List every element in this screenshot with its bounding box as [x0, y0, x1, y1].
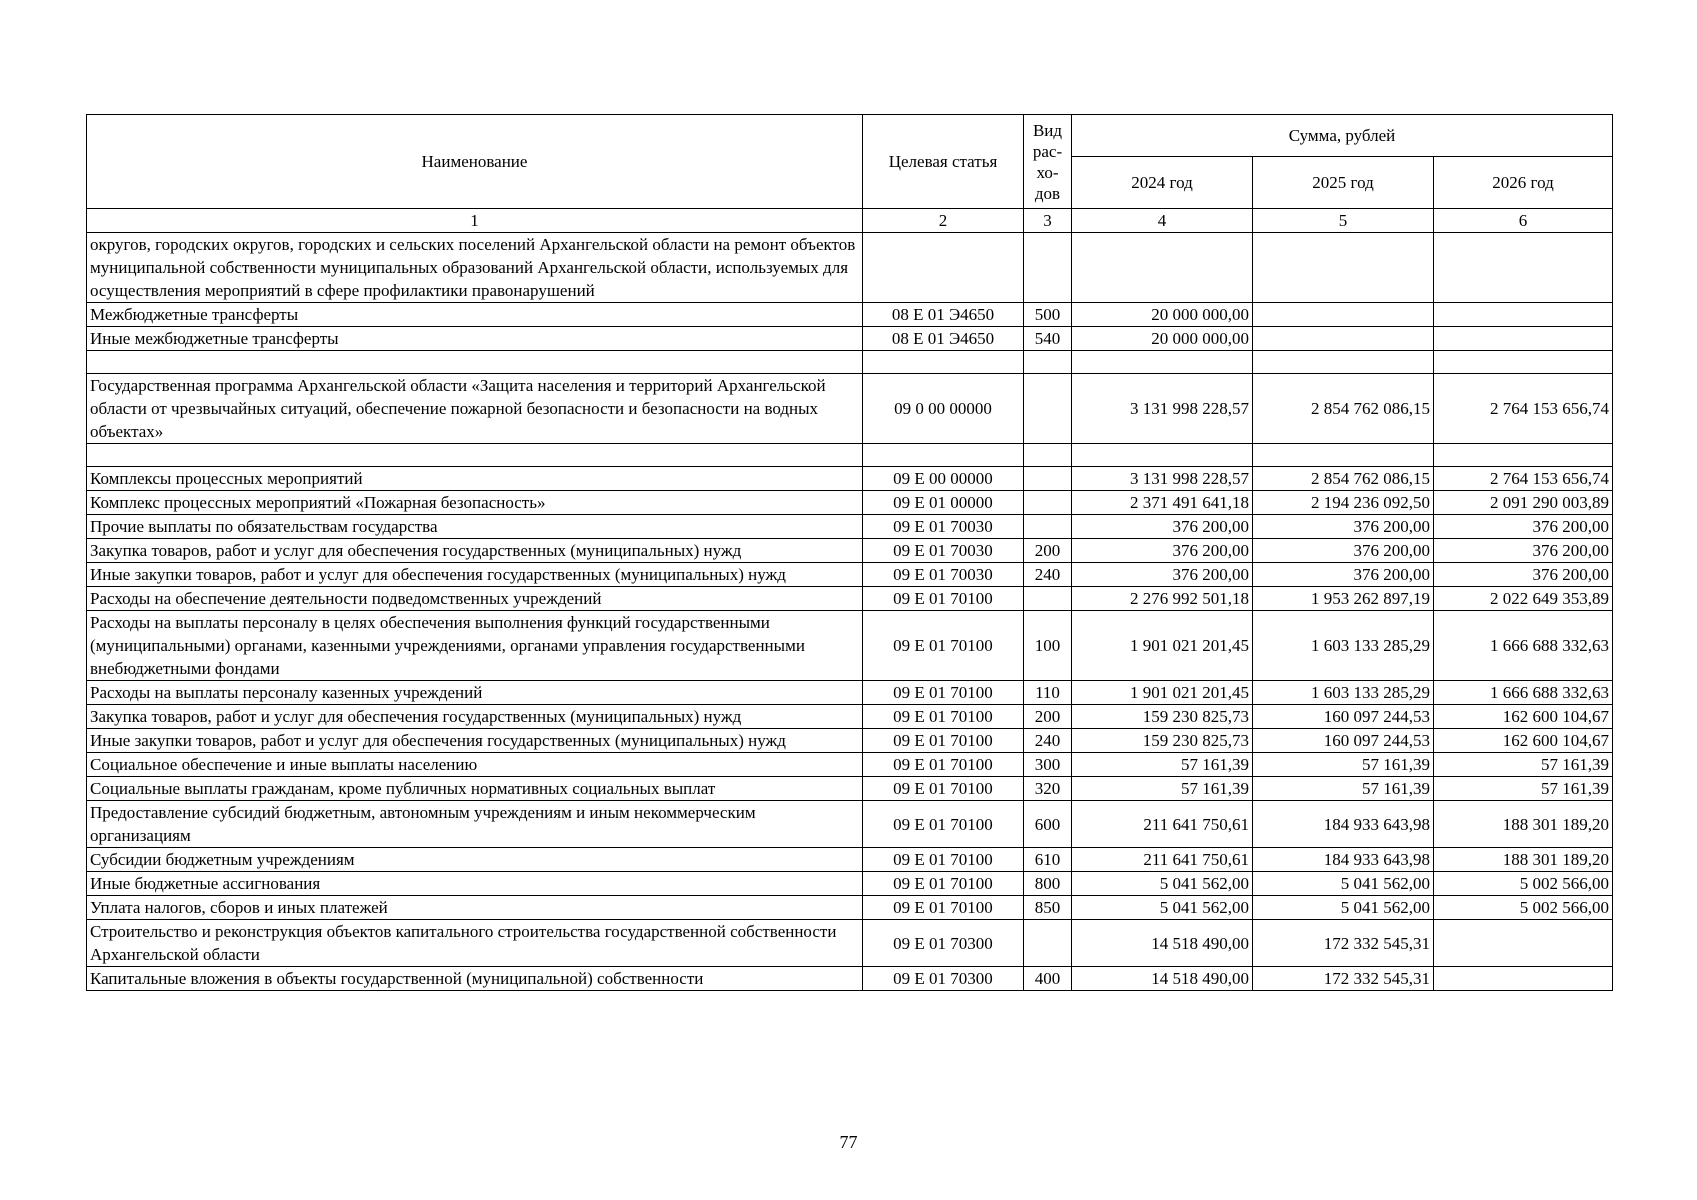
- row-amount-2024: 3 131 998 228,57: [1072, 467, 1253, 491]
- row-target-code: 09 0 00 00000: [863, 374, 1024, 444]
- row-target-code: 09 Е 01 70100: [863, 753, 1024, 777]
- row-amount-2024: 5 041 562,00: [1072, 896, 1253, 920]
- row-name: Иные межбюджетные трансферты: [87, 327, 863, 351]
- row-name: [87, 351, 863, 374]
- row-amount-2025: 376 200,00: [1253, 563, 1434, 587]
- row-amount-2026: [1434, 444, 1613, 467]
- row-expense-type: 100: [1024, 611, 1072, 681]
- row-target-code: 09 Е 01 70300: [863, 920, 1024, 967]
- row-amount-2024: 211 641 750,61: [1072, 801, 1253, 848]
- row-amount-2026: 5 002 566,00: [1434, 872, 1613, 896]
- row-expense-type: [1024, 374, 1072, 444]
- row-expense-type: 320: [1024, 777, 1072, 801]
- row-target-code: 09 Е 01 70100: [863, 681, 1024, 705]
- table-row: [87, 777, 1613, 801]
- row-amount-2026: [1434, 233, 1613, 303]
- column-number: 4: [1072, 209, 1253, 233]
- row-amount-2026: 2 764 153 656,74: [1434, 467, 1613, 491]
- row-amount-2024: 20 000 000,00: [1072, 327, 1253, 351]
- row-amount-2025: 172 332 545,31: [1253, 967, 1434, 991]
- row-expense-type: 110: [1024, 681, 1072, 705]
- row-name: Расходы на выплаты персоналу в целях обеспечения выполнения функций государственными (муниципальными) органами, казенными учреждениями, органами управления государственными внебюджетными фондами: [87, 611, 863, 681]
- row-amount-2024: 1 901 021 201,45: [1072, 611, 1253, 681]
- row-expense-type: [1024, 920, 1072, 967]
- row-amount-2026: 2 764 153 656,74: [1434, 374, 1613, 444]
- row-expense-type: [1024, 444, 1072, 467]
- row-amount-2024: 376 200,00: [1072, 539, 1253, 563]
- header-year-2026: 2026 год: [1434, 157, 1613, 209]
- table-row: [87, 967, 1613, 991]
- row-target-code: 08 Е 01 Э4650: [863, 303, 1024, 327]
- row-expense-type: 600: [1024, 801, 1072, 848]
- row-amount-2026: 376 200,00: [1434, 563, 1613, 587]
- row-expense-type: [1024, 491, 1072, 515]
- row-target-code: [863, 444, 1024, 467]
- row-name: Иные закупки товаров, работ и услуг для обеспечения государственных (муниципальных) нужд: [87, 563, 863, 587]
- row-expense-type: [1024, 587, 1072, 611]
- row-amount-2024: 1 901 021 201,45: [1072, 681, 1253, 705]
- row-amount-2026: [1434, 327, 1613, 351]
- row-expense-type: 400: [1024, 967, 1072, 991]
- row-target-code: 09 Е 01 70100: [863, 801, 1024, 848]
- row-expense-type: 240: [1024, 563, 1072, 587]
- row-amount-2025: [1253, 303, 1434, 327]
- row-amount-2026: 188 301 189,20: [1434, 848, 1613, 872]
- row-target-code: 09 Е 01 70100: [863, 611, 1024, 681]
- row-amount-2026: 188 301 189,20: [1434, 801, 1613, 848]
- header-type: Вид рас-хо-дов: [1024, 115, 1072, 209]
- row-amount-2024: 2 276 992 501,18: [1072, 587, 1253, 611]
- row-expense-type: 500: [1024, 303, 1072, 327]
- row-name: Субсидии бюджетным учреждениям: [87, 848, 863, 872]
- table-row: [87, 587, 1613, 611]
- row-amount-2026: 2 022 649 353,89: [1434, 587, 1613, 611]
- row-amount-2025: 160 097 244,53: [1253, 705, 1434, 729]
- table-row: [87, 705, 1613, 729]
- column-number-row: [87, 209, 1613, 233]
- row-name: Капитальные вложения в объекты государственной (муниципальной) собственности: [87, 967, 863, 991]
- row-amount-2024: 5 041 562,00: [1072, 872, 1253, 896]
- row-amount-2026: 57 161,39: [1434, 753, 1613, 777]
- row-amount-2025: [1253, 351, 1434, 374]
- row-expense-type: 240: [1024, 729, 1072, 753]
- row-amount-2026: 57 161,39: [1434, 777, 1613, 801]
- row-target-code: 09 Е 01 70030: [863, 539, 1024, 563]
- column-number: 2: [863, 209, 1024, 233]
- table-row: [87, 351, 1613, 374]
- row-expense-type: [1024, 515, 1072, 539]
- row-amount-2025: [1253, 233, 1434, 303]
- table-row: [87, 233, 1613, 303]
- table-row: [87, 374, 1613, 444]
- row-name: Уплата налогов, сборов и иных платежей: [87, 896, 863, 920]
- table-row: [87, 563, 1613, 587]
- row-target-code: 09 Е 01 70100: [863, 848, 1024, 872]
- row-amount-2025: [1253, 444, 1434, 467]
- table-row: [87, 444, 1613, 467]
- budget-table: [86, 114, 1613, 991]
- column-number: 3: [1024, 209, 1072, 233]
- row-target-code: 09 Е 01 70100: [863, 587, 1024, 611]
- row-target-code: 08 Е 01 Э4650: [863, 327, 1024, 351]
- row-amount-2025: 160 097 244,53: [1253, 729, 1434, 753]
- table-row: [87, 801, 1613, 848]
- row-name: Государственная программа Архангельской области «Защита населения и территорий Архангельской области от чрезвычайных ситуаций, обеспечение пожарной безопасности и безопасности на водных объектах»: [87, 374, 863, 444]
- row-amount-2025: 376 200,00: [1253, 515, 1434, 539]
- row-amount-2025: 376 200,00: [1253, 539, 1434, 563]
- row-amount-2025: 2 854 762 086,15: [1253, 374, 1434, 444]
- row-amount-2025: 57 161,39: [1253, 753, 1434, 777]
- row-amount-2025: 1 953 262 897,19: [1253, 587, 1434, 611]
- header-year-2025: 2025 год: [1253, 157, 1434, 209]
- row-amount-2024: 14 518 490,00: [1072, 967, 1253, 991]
- row-amount-2025: 5 041 562,00: [1253, 872, 1434, 896]
- row-target-code: [863, 233, 1024, 303]
- row-amount-2026: 1 666 688 332,63: [1434, 681, 1613, 705]
- row-name: Расходы на выплаты персоналу казенных учреждений: [87, 681, 863, 705]
- row-expense-type: 800: [1024, 872, 1072, 896]
- row-name: Закупка товаров, работ и услуг для обеспечения государственных (муниципальных) нужд: [87, 705, 863, 729]
- table-row: [87, 515, 1613, 539]
- row-name: Предоставление субсидий бюджетным, автономным учреждениям и иным некоммерческим организациям: [87, 801, 863, 848]
- table-row: [87, 327, 1613, 351]
- row-amount-2026: 376 200,00: [1434, 515, 1613, 539]
- row-name: Комплекс процессных мероприятий «Пожарная безопасность»: [87, 491, 863, 515]
- row-amount-2026: [1434, 920, 1613, 967]
- column-number: 6: [1434, 209, 1613, 233]
- row-target-code: 09 Е 01 70030: [863, 515, 1024, 539]
- row-amount-2025: 2 194 236 092,50: [1253, 491, 1434, 515]
- row-expense-type: [1024, 467, 1072, 491]
- column-number: 1: [87, 209, 863, 233]
- table-row: [87, 303, 1613, 327]
- table-row: [87, 729, 1613, 753]
- row-target-code: 09 Е 01 70100: [863, 777, 1024, 801]
- row-amount-2024: [1072, 233, 1253, 303]
- row-amount-2026: 162 600 104,67: [1434, 729, 1613, 753]
- row-amount-2026: 376 200,00: [1434, 539, 1613, 563]
- row-amount-2025: 2 854 762 086,15: [1253, 467, 1434, 491]
- row-name: Строительство и реконструкция объектов капитального строительства государственной собственности Архангельской области: [87, 920, 863, 967]
- row-amount-2024: 376 200,00: [1072, 563, 1253, 587]
- row-name: Закупка товаров, работ и услуг для обеспечения государственных (муниципальных) нужд: [87, 539, 863, 563]
- row-amount-2024: 159 230 825,73: [1072, 729, 1253, 753]
- header-year-2024: 2024 год: [1072, 157, 1253, 209]
- row-target-code: 09 Е 01 70030: [863, 563, 1024, 587]
- table-row: [87, 539, 1613, 563]
- row-target-code: 09 Е 01 70100: [863, 705, 1024, 729]
- row-expense-type: 540: [1024, 327, 1072, 351]
- row-amount-2025: 5 041 562,00: [1253, 896, 1434, 920]
- row-amount-2024: 14 518 490,00: [1072, 920, 1253, 967]
- row-amount-2024: 20 000 000,00: [1072, 303, 1253, 327]
- row-name: Расходы на обеспечение деятельности подведомственных учреждений: [87, 587, 863, 611]
- row-amount-2024: 211 641 750,61: [1072, 848, 1253, 872]
- header-sum: Сумма, рублей: [1072, 115, 1613, 157]
- row-amount-2024: [1072, 351, 1253, 374]
- row-name: Комплексы процессных мероприятий: [87, 467, 863, 491]
- table-row: [87, 872, 1613, 896]
- row-name: Межбюджетные трансферты: [87, 303, 863, 327]
- column-number: 5: [1253, 209, 1434, 233]
- row-name: [87, 444, 863, 467]
- row-amount-2024: 57 161,39: [1072, 753, 1253, 777]
- row-amount-2025: 184 933 643,98: [1253, 801, 1434, 848]
- table-row: [87, 611, 1613, 681]
- row-amount-2024: 159 230 825,73: [1072, 705, 1253, 729]
- row-expense-type: 200: [1024, 539, 1072, 563]
- row-name: Социальное обеспечение и иные выплаты населению: [87, 753, 863, 777]
- row-expense-type: [1024, 351, 1072, 374]
- row-amount-2024: 376 200,00: [1072, 515, 1253, 539]
- row-name: Иные бюджетные ассигнования: [87, 872, 863, 896]
- row-amount-2026: [1434, 351, 1613, 374]
- row-amount-2025: 172 332 545,31: [1253, 920, 1434, 967]
- row-name: округов, городских округов, городских и сельских поселений Архангельской области на ремонт объектов муниципальной собственности муниципальных образований Архангельской области, используемых для осуществления мероприятий в сфере профилактики правонарушений: [87, 233, 863, 303]
- row-amount-2024: [1072, 444, 1253, 467]
- table-row: [87, 896, 1613, 920]
- row-target-code: 09 Е 01 70100: [863, 872, 1024, 896]
- table-row: [87, 681, 1613, 705]
- row-target-code: 09 Е 01 70300: [863, 967, 1024, 991]
- row-target-code: 09 Е 01 70100: [863, 896, 1024, 920]
- row-target-code: 09 Е 00 00000: [863, 467, 1024, 491]
- row-amount-2025: 184 933 643,98: [1253, 848, 1434, 872]
- table-row: [87, 920, 1613, 967]
- row-amount-2025: 57 161,39: [1253, 777, 1434, 801]
- header-target: Целевая статья: [863, 115, 1024, 209]
- row-amount-2026: 1 666 688 332,63: [1434, 611, 1613, 681]
- row-amount-2026: 162 600 104,67: [1434, 705, 1613, 729]
- row-amount-2025: 1 603 133 285,29: [1253, 681, 1434, 705]
- row-amount-2026: [1434, 967, 1613, 991]
- row-expense-type: 850: [1024, 896, 1072, 920]
- row-amount-2026: 5 002 566,00: [1434, 896, 1613, 920]
- row-expense-type: [1024, 233, 1072, 303]
- row-amount-2025: 1 603 133 285,29: [1253, 611, 1434, 681]
- row-amount-2024: 2 371 491 641,18: [1072, 491, 1253, 515]
- row-expense-type: 300: [1024, 753, 1072, 777]
- row-name: Прочие выплаты по обязательствам государства: [87, 515, 863, 539]
- row-amount-2026: [1434, 303, 1613, 327]
- header-name: Наименование: [87, 115, 863, 209]
- table-row: [87, 848, 1613, 872]
- table-row: [87, 491, 1613, 515]
- page-number: 77: [839, 1132, 858, 1152]
- row-name: Социальные выплаты гражданам, кроме публичных нормативных социальных выплат: [87, 777, 863, 801]
- row-target-code: 09 Е 01 70100: [863, 729, 1024, 753]
- table-row: [87, 467, 1613, 491]
- row-expense-type: 200: [1024, 705, 1072, 729]
- row-target-code: [863, 351, 1024, 374]
- row-amount-2025: [1253, 327, 1434, 351]
- row-amount-2026: 2 091 290 003,89: [1434, 491, 1613, 515]
- row-amount-2024: 57 161,39: [1072, 777, 1253, 801]
- row-expense-type: 610: [1024, 848, 1072, 872]
- row-name: Иные закупки товаров, работ и услуг для обеспечения государственных (муниципальных) нужд: [87, 729, 863, 753]
- row-amount-2024: 3 131 998 228,57: [1072, 374, 1253, 444]
- row-target-code: 09 Е 01 00000: [863, 491, 1024, 515]
- table-row: [87, 753, 1613, 777]
